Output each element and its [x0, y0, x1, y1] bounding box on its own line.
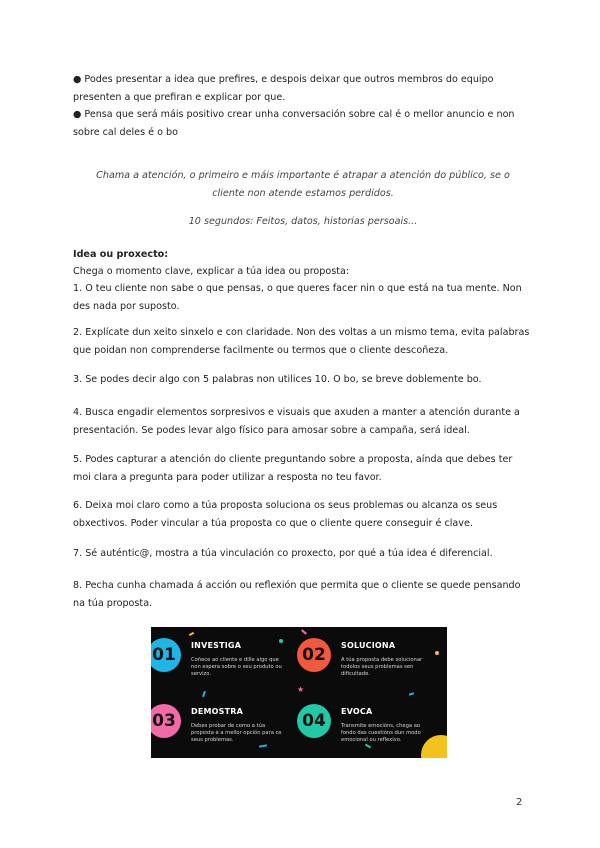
star-icon: ★ — [297, 685, 305, 694]
confetti-icon — [279, 639, 283, 643]
bullet-icon: ● — [73, 109, 82, 120]
confetti-icon — [365, 744, 371, 749]
bullet-item: ● Pensa que será máis positivo crear unha conversación sobre cal é o mellor anuncio e non sobre cal deles é o bo — [73, 109, 515, 138]
list-item: 7. Sé auténtic@, mostra a túa vinculación co proxecto, por qué a túa idea é diferencial. — [73, 548, 493, 559]
step-text: Coñece ao cliente e dille algo que non espera sobre o seu produto ou servizo. — [191, 657, 282, 677]
confetti-icon — [189, 632, 194, 636]
list-item: 1. O teu cliente non sabe o que pensas, o que queres facer nin o que está na tua mente. Non des nada por suposto. — [73, 283, 522, 312]
bullet-item: ● Podes presentar a idea que prefires, e despois deixar que outros membros do equipo presenten a que prefiran e explicar por que. — [73, 74, 494, 103]
list-item: 3. Se podes decir algo con 5 palabras non utilices 10. O bo, se breve doblemente bo. — [73, 374, 482, 385]
list-item: 5. Podes capturar a atención do cliente preguntando sobre a proposta, aínda que debes ter moi clara a pregunta para poder utilizar a resposta no teu favor. — [73, 454, 513, 483]
step-text: Debes probar de como a túa proposta é a mellor opción para os seus problemas. — [191, 723, 282, 743]
step-title: DEMOSTRA — [191, 707, 244, 716]
confetti-icon — [259, 744, 267, 747]
step-text: A túa proposta debe solucionar todolos seus problemas sen dificultade. — [341, 657, 423, 677]
confetti-icon — [301, 629, 307, 634]
step-title: EVOCA — [341, 707, 373, 716]
quote-text: Chama a atención, o primeiro e máis importante é atrapar a atención do público, se o cliente non atende estamos perdidos. — [96, 170, 510, 199]
step-title: SOLUCIONA — [341, 641, 396, 650]
step-number-icon: 01 — [151, 638, 181, 672]
step-number-icon: 02 — [297, 638, 331, 672]
list-item: 6. Deixa moi claro como a túa proposta soluciona os seus problemas ou alcanza os seus obxectivos. Poder vincular a túa proposta co que o cliente quere conseguir é clave. — [73, 500, 498, 529]
confetti-icon — [435, 651, 439, 655]
step-number-icon: 03 — [151, 704, 181, 738]
section-intro: Chega o momento clave, explicar a túa idea ou proposta: — [73, 266, 350, 277]
section-title: Idea ou proxecto: — [73, 249, 169, 260]
list-item: 8. Pecha cunha chamada á acción ou reflexión que permita que o cliente se quede pensando na túa proposta. — [73, 580, 521, 609]
list-item: 4. Busca engadir elementos sorpresivos e visuais que axuden a manter a atención durante a presentación. Se podes levar algo físico para amosar sobre a campaña, será ideal. — [73, 407, 520, 436]
list-item: 2. Explícate dun xeito sinxelo e con claridade. Non des voltas a un mismo tema, evita palabras que poidan non comprenderse facilmente ou termos que o cliente descoñeza. — [73, 327, 530, 356]
page-number: 2 — [516, 797, 523, 808]
step-number-icon: 04 — [297, 704, 331, 738]
infographic — [151, 627, 447, 758]
confetti-icon — [409, 692, 414, 696]
bullet-icon: ● — [73, 74, 82, 85]
step-text: Transmite emocións, chega ao fondo das cuestións dun modo emocional ou reflexivo. — [341, 723, 421, 743]
step-title: INVESTIGA — [191, 641, 242, 650]
confetti-icon — [202, 691, 206, 697]
quote-subtext: 10 segundos: Feitos, datos, historias persoais... — [188, 216, 418, 227]
